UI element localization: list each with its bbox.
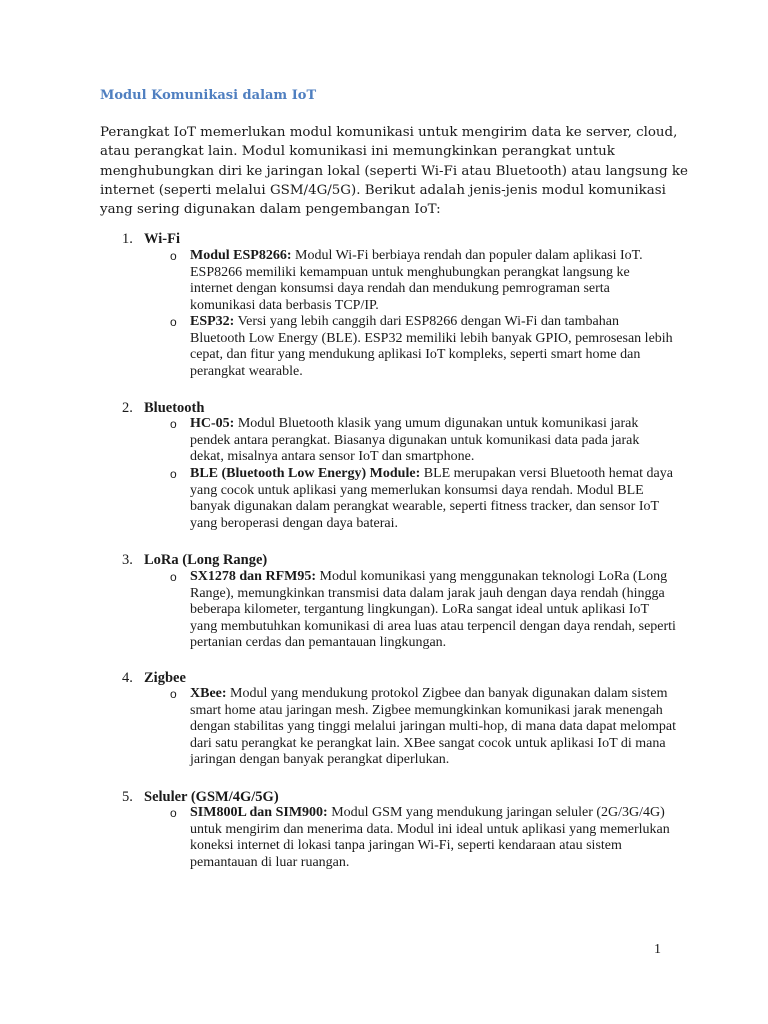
bullet: o	[170, 570, 177, 584]
section-number: 1.	[122, 231, 133, 247]
section-number: 5.	[122, 789, 133, 805]
item-description: Modul Bluetooth klasik yang umum digunakan untuk komunikasi jarak pendek antara perangkat. Biasanya digunakan untuk komunikasi data pada jarak dekat, misalnya antara sensor IoT dan smartphone.	[190, 416, 640, 464]
section-title-text: Bluetooth	[144, 400, 205, 416]
bullet: o	[170, 687, 177, 701]
section-title-text: Seluler (GSM/4G/5G)	[144, 789, 279, 805]
section-title	[122, 399, 204, 417]
section-number: 3.	[122, 552, 133, 568]
section-title	[122, 551, 267, 569]
item-description: Modul GSM yang mendukung jaringan seluler (2G/3G/4G) untuk mengirim dan menerima data. Modul ini ideal untuk aplikasi yang memerlukan koneksi internet di lokasi tanpa jaringan Wi-Fi, seperti kendaraan atau sistem pemantauan di luar ruangan.	[190, 805, 670, 870]
item-term: BLE (Bluetooth Low Energy) Module:	[190, 466, 421, 481]
list-item-text	[190, 314, 676, 380]
document-heading: Modul Komunikasi dalam IoT	[100, 88, 317, 103]
item-term: Modul ESP8266:	[190, 248, 292, 263]
bullet: o	[170, 315, 177, 329]
item-description: Modul Wi-Fi berbiaya rendah dan populer dalam aplikasi IoT. ESP8266 memiliki kemampuan untuk menghubungkan perangkat langsung ke internet dengan konsumsi daya rendah dan mendukung pemrograman serta komunikasi data berbasis TCP/IP.	[190, 248, 643, 313]
section-title	[122, 230, 180, 248]
section-title-text: LoRa (Long Range)	[144, 552, 268, 568]
section-title	[122, 669, 186, 687]
list-item-text	[190, 805, 676, 871]
page-number: 1	[654, 942, 661, 957]
section-title-text: Zigbee	[144, 670, 186, 686]
intro-paragraph: Perangkat IoT memerlukan modul komunikasi untuk mengirim data ke server, cloud, atau perangkat lain. Modul komunikasi ini memungkinkan perangkat untuk menghubungkan diri ke jaringan lokal (seperti Wi-Fi atau Bluetooth) atau langsung ke internet (seperti melalui GSM/4G/5G). Berikut adalah jenis-jenis modul komunikasi yang sering digunakan dalam pengembangan IoT:	[100, 125, 688, 218]
section-number: 2.	[122, 400, 133, 416]
list-item-text	[190, 686, 676, 769]
list-item-text	[190, 248, 676, 314]
list-item-text	[190, 466, 676, 532]
section-title	[122, 788, 279, 806]
section-number: 4.	[122, 670, 133, 686]
bullet: o	[170, 417, 177, 431]
bullet: o	[170, 806, 177, 820]
item-description: Modul komunikasi yang menggunakan teknologi LoRa (Long Range), memungkinkan transmisi data dalam jarak jauh dengan daya rendah (hingga beberapa kilometer, tergantung lingkungan). LoRa sangat ideal untuk aplikasi IoT yang membutuhkan komunikasi di area luas atau terpencil dengan daya rendah, seperti pertanian cerdas dan pemantauan lingkungan.	[190, 569, 676, 650]
item-term: ESP32:	[190, 314, 235, 329]
bullet: o	[170, 467, 177, 481]
item-description: Modul yang mendukung protokol Zigbee dan banyak digunakan dalam sistem smart home atau jaringan mesh. Zigbee memungkinkan komunikasi jarak menengah dengan stabilitas yang tinggi melalui jaringan multi-hop, di mana data dapat melompat dari satu perangkat ke perangkat lain. XBee sangat cocok untuk aplikasi IoT di mana jaringan dengan banyak perangkat diperlukan.	[190, 686, 676, 767]
item-term: XBee:	[190, 686, 227, 701]
item-term: HC-05:	[190, 416, 235, 431]
item-term: SX1278 dan RFM95:	[190, 569, 317, 584]
list-item-text	[190, 569, 676, 652]
section-title-text: Wi-Fi	[144, 231, 180, 247]
list-item-text	[190, 416, 676, 466]
item-term: SIM800L dan SIM900:	[190, 805, 328, 820]
item-description: Versi yang lebih canggih dari ESP8266 dengan Wi-Fi dan tambahan Bluetooth Low Energy (BLE). ESP32 memiliki lebih banyak GPIO, pemrosesan lebih cepat, dan fitur yang mendukung aplikasi IoT kompleks, seperti smart home dan perangkat wearable.	[190, 314, 673, 379]
item-description: BLE merupakan versi Bluetooth hemat daya yang cocok untuk aplikasi yang memerlukan konsumsi daya rendah. Modul BLE banyak digunakan dalam perangkat wearable, seperti fitness tracker, dan sensor IoT yang beroperasi dengan daya baterai.	[190, 466, 673, 531]
bullet: o	[170, 249, 177, 263]
